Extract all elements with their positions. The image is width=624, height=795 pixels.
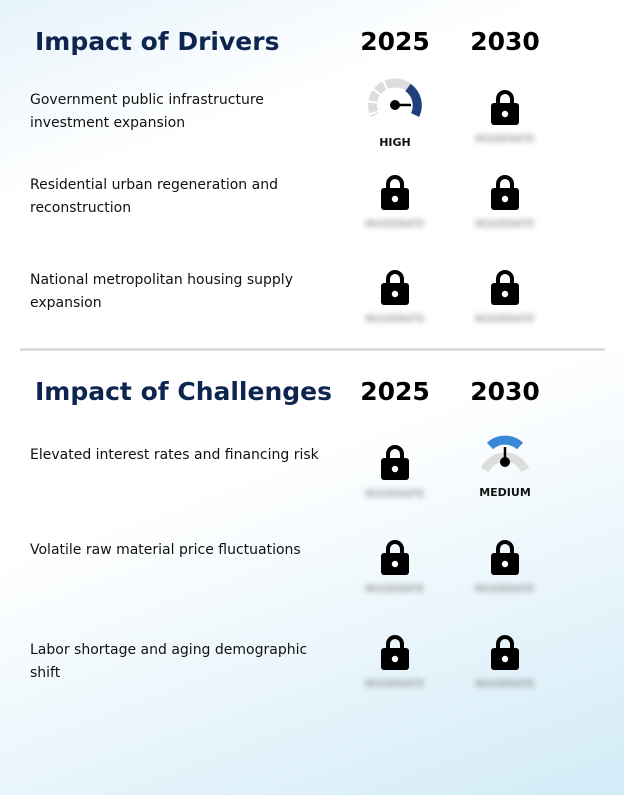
challenges-year-2025: 2025 xyxy=(360,377,430,406)
locked-value: MODERATE xyxy=(365,314,425,325)
section-divider xyxy=(20,348,605,351)
locked-value: MODERATE xyxy=(365,679,425,690)
gauge-cell-2030 xyxy=(460,444,550,514)
locked-cell-2025[interactable] xyxy=(350,539,440,609)
gauge-level-label: HIGH xyxy=(379,136,411,149)
gauge-cell-2025 xyxy=(350,89,440,159)
locked-cell-2030[interactable] xyxy=(460,269,550,339)
challenge-label: Elevated interest rates and financing risk xyxy=(30,447,319,463)
lock-icon xyxy=(491,539,519,575)
challenge-label: Volatile raw material price fluctuations xyxy=(30,542,301,558)
locked-value: MODERATE xyxy=(475,584,535,595)
lock-icon xyxy=(491,89,519,125)
locked-value: MODERATE xyxy=(475,219,535,230)
driver-label: Government public infrastructure investment expansion xyxy=(30,92,264,131)
locked-value: MODERATE xyxy=(475,314,535,325)
locked-cell-2030[interactable] xyxy=(460,634,550,704)
locked-value: MODERATE xyxy=(365,219,425,230)
lock-icon xyxy=(491,174,519,210)
lock-icon xyxy=(381,634,409,670)
lock-icon xyxy=(381,539,409,575)
challenge-row xyxy=(0,444,624,514)
challenge-row xyxy=(0,634,624,704)
challenge-label: Labor shortage and aging demographic shift xyxy=(30,642,308,681)
lock-icon xyxy=(381,174,409,210)
driver-label: National metropolitan housing supply expansion xyxy=(30,272,293,311)
drivers-title: Impact of Drivers xyxy=(35,27,280,56)
locked-cell-2025[interactable] xyxy=(350,174,440,244)
lock-icon xyxy=(381,444,409,480)
driver-row xyxy=(0,89,624,159)
locked-cell-2030[interactable] xyxy=(460,539,550,609)
challenges-year-2030: 2030 xyxy=(470,377,540,406)
locked-value: MODERATE xyxy=(475,679,535,690)
gauge-level-label: MEDIUM xyxy=(479,486,531,499)
locked-value: MODERATE xyxy=(475,134,535,145)
drivers-year-2025: 2025 xyxy=(360,27,430,56)
driver-row xyxy=(0,269,624,339)
driver-label: Residential urban regeneration and reconstruction xyxy=(30,177,278,216)
lock-icon xyxy=(491,634,519,670)
lock-icon xyxy=(491,269,519,305)
gauge-icon xyxy=(365,77,425,125)
locked-cell-2025[interactable] xyxy=(350,634,440,704)
locked-cell-2030[interactable] xyxy=(460,174,550,244)
lock-icon xyxy=(381,269,409,305)
locked-value: MODERATE xyxy=(365,584,425,595)
locked-cell-2030[interactable] xyxy=(460,89,550,159)
locked-cell-2025[interactable] xyxy=(350,269,440,339)
gauge-icon xyxy=(475,432,535,480)
locked-value: MODERATE xyxy=(365,489,425,500)
challenge-row xyxy=(0,539,624,609)
driver-row xyxy=(0,174,624,244)
challenges-title: Impact of Challenges xyxy=(35,377,332,406)
drivers-year-2030: 2030 xyxy=(470,27,540,56)
locked-cell-2025[interactable] xyxy=(350,444,440,514)
